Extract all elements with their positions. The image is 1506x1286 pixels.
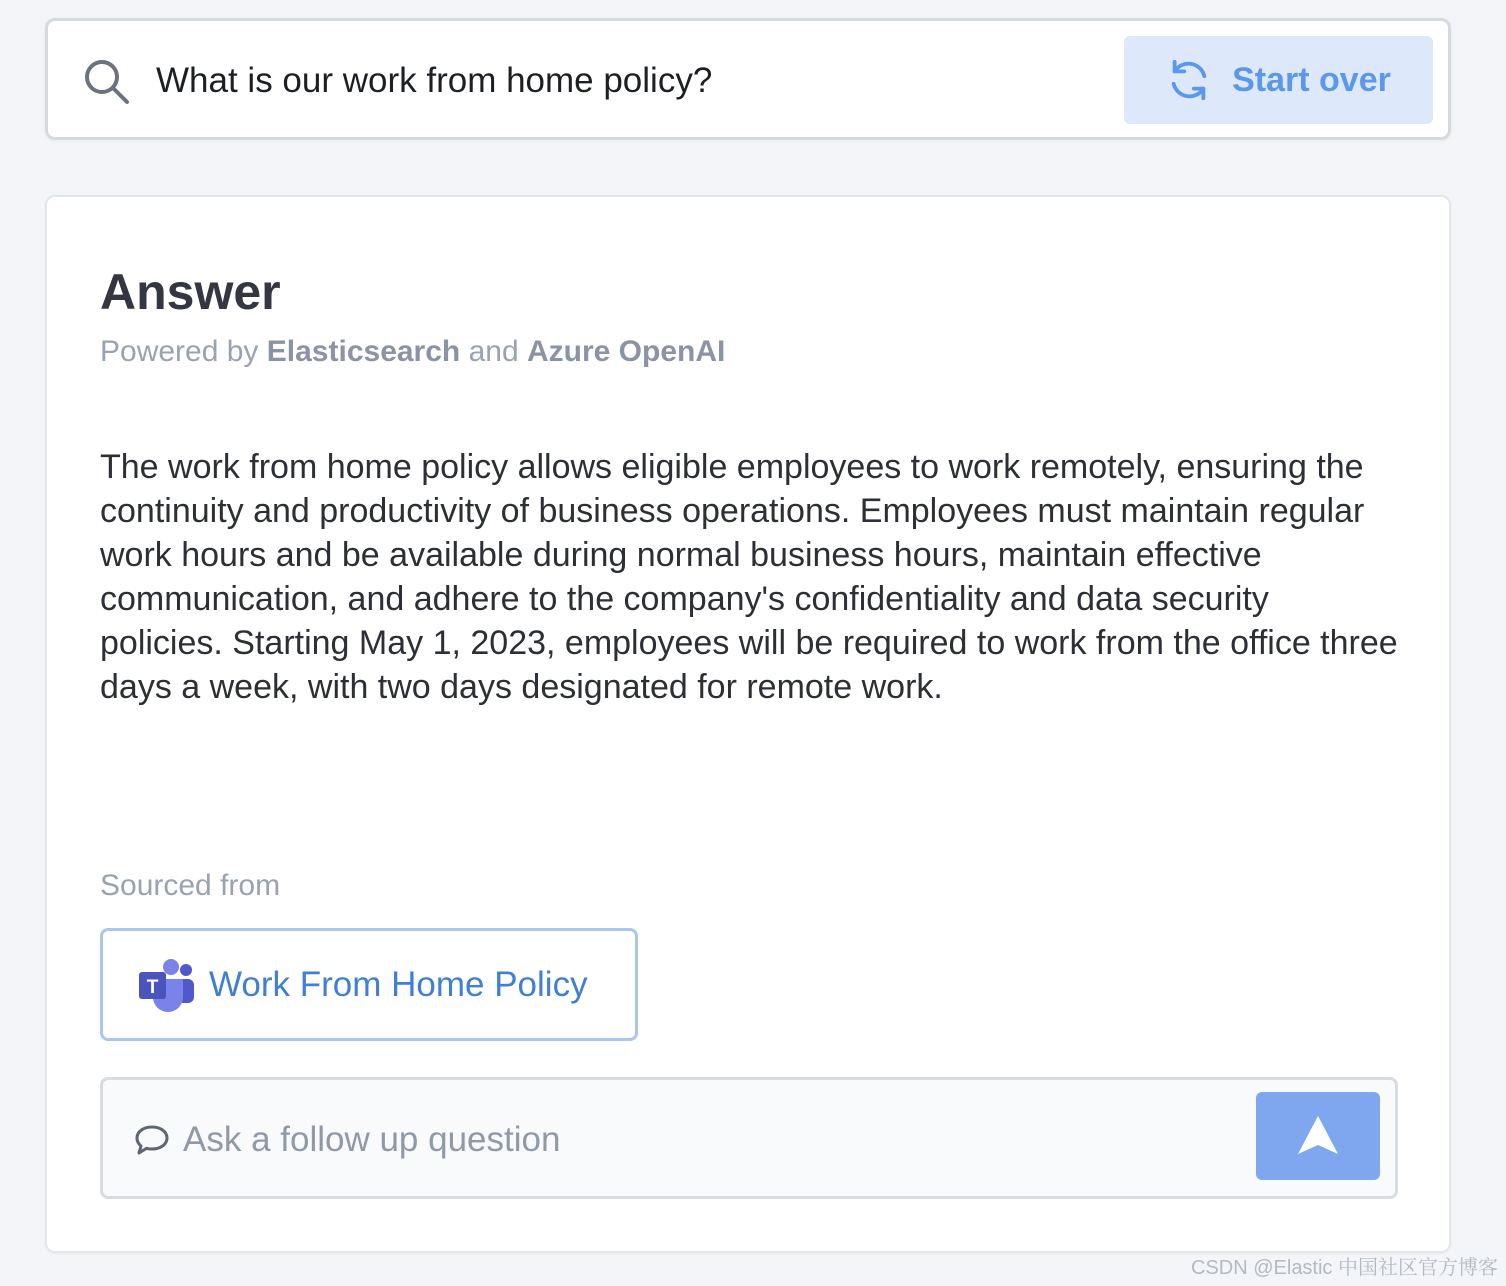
search-bar[interactable]	[45, 18, 1451, 140]
send-button[interactable]	[1256, 1092, 1380, 1180]
powered-prefix: Powered by	[100, 335, 259, 368]
watermark: CSDN @Elastic 中国社区官方博客	[1191, 1257, 1498, 1279]
microsoft-teams-icon	[137, 957, 195, 1013]
sourced-from-label: Sourced from	[100, 869, 281, 902]
source-title: Work From Home Policy	[209, 964, 588, 1004]
start-over-label: Start over	[1232, 60, 1391, 99]
powered-by	[100, 335, 725, 369]
answer-text: The work from home policy allows eligible employees to work remotely, ensuring the continuity and productivity of business operations. Employees must maintain regular work hours and be available during normal business hours, maintain effective communication, and adhere to the company's confidentiality and data security policies. Starting May 1, 2023, employees will be required to work from the office three days a week, with two days designated for remote work.	[100, 448, 1398, 706]
powered-brand-elasticsearch: Elasticsearch	[266, 335, 461, 368]
answer-card	[45, 195, 1451, 1253]
refresh-icon	[1166, 57, 1212, 103]
send-icon	[1296, 1114, 1340, 1158]
followup-input[interactable]	[183, 1116, 1223, 1164]
svg-text:T: T	[146, 976, 159, 998]
answer-title: Answer	[100, 264, 281, 320]
chat-bubble-icon	[135, 1124, 169, 1156]
search-query[interactable]: What is our work from home policy?	[156, 61, 713, 100]
powered-brand-azure-openai: Azure OpenAI	[527, 335, 726, 368]
start-over-button[interactable]	[1124, 36, 1433, 124]
powered-joiner: and	[468, 335, 519, 368]
source-link-work-from-home-policy[interactable]	[100, 928, 638, 1041]
search-icon	[82, 57, 130, 105]
followup-box[interactable]	[100, 1077, 1398, 1199]
